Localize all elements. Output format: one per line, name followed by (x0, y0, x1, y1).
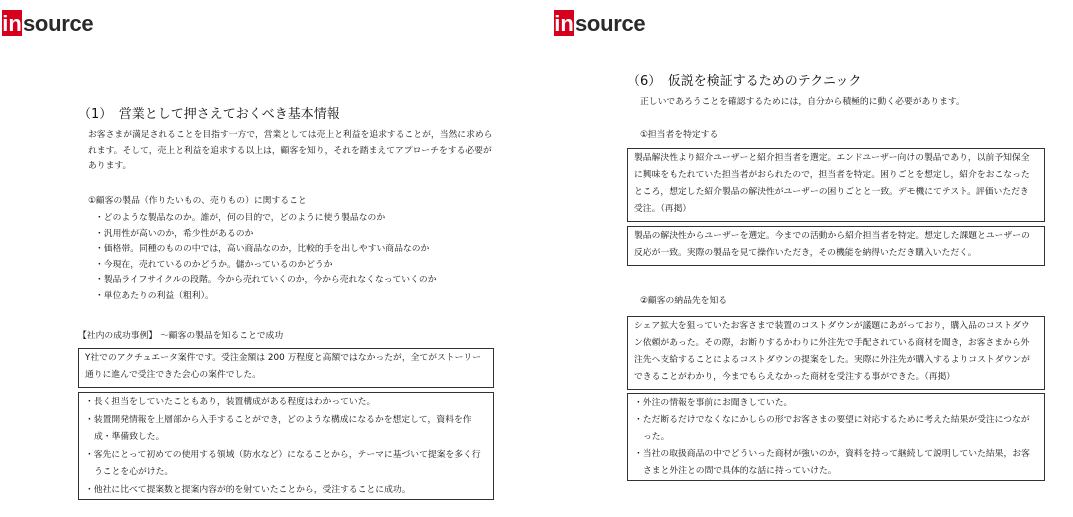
list-item: ・今現在，売れているのかどうか。儲かっているのかどうか (95, 259, 333, 270)
logo-mark: in (2, 11, 22, 36)
intro-paragraph: 正しいであろうことを確認するためには，自分から積極的に動く必要があります。 (640, 97, 965, 107)
insource-logo (2, 10, 93, 36)
list-item: ・外注の情報を事前にお聞きしていた。 (634, 398, 793, 408)
case-summary-text: Y社でのアクチュエータ案件です。受注金額は 200 万程度と高額ではなかったが，全てがストーリー通りに進んで受注できた会心の案件でした。 (85, 353, 481, 380)
right-page (552, 0, 1072, 517)
case-title: 【社内の成功事例】 ～顧客の製品を知ることで成功 (78, 331, 284, 341)
delivery-points-box (627, 393, 1045, 481)
subheading-identify-contact: ①担当者を特定する (640, 130, 719, 140)
section-heading: （1） 営業として押さえておくべき基本情報 (78, 107, 340, 122)
case-summary-box (78, 348, 494, 388)
list-item: ・装置開発情報を上層部から入手することができ，どのような構成になるかを想定して，資料を作成・準備致した。 (85, 414, 472, 442)
logo-wordmark: source (575, 11, 646, 36)
list-item: ・価格帯。同種のものの中では，高い商品なのか，比較的手を出しやすい商品なのか (95, 244, 430, 254)
identify-contact-box-2 (627, 226, 1045, 266)
box-text: シェア拡大を狙っていたお客さまで装置のコストダウンが議題にあがっており，購入品のコストダウン依頼があった。その際，お断りするかわりに外注先で手配されている商材を聞き，お客さまから外注先へ支給することによるコストダウンの提案をした。実際に外注先が購入するよりコストダウンができることがわかり，今までもらえなかった商材を受注する事ができた。（再掲） (634, 321, 1030, 382)
list-item: ・長く担当をしていたこともあり，装置構成がある程度はわかっていた。 (85, 397, 376, 407)
section-heading: （6） 仮説を検証するためのテクニック (627, 74, 862, 89)
identify-contact-box-1 (627, 148, 1045, 222)
box-text: 製品解決性より紹介ユーザーと紹介担当者を選定。エンドユーザー向けの製品であり，以前予知保全に興味をもたれていた担当者がおられたので，担当者を特定。困りごとを想定し，紹介をおこなったところ，想定した紹介製品の解決性がユーザーの困りごとと一致。デモ機にてテスト。評価いただき受注。（再掲） (634, 153, 1030, 214)
list-item: ・汎用性が高いのか，希少性があるのか (95, 228, 254, 239)
logo-mark: in (554, 11, 574, 36)
list-item: ・当社の取扱商品の中でどういった商材が強いのか，資料を持って継続して説明していた結果，お客さまと外注との間で具体的な話に持っていけた。 (634, 449, 1030, 476)
box-text: 製品の解決性からユーザーを選定。今までの活動から紹介担当者を特定。想定した課題とユーザーの反応が一致。実際の製品を見て操作いただき，その機能を納得いただき購入いただく。 (634, 231, 1030, 258)
list-item: ・単位あたりの利益（粗利）。 (95, 290, 214, 301)
intro-paragraph: お客さまが満足されることを目指す一方で，営業としては売上と利益を追求することが，当然に求められます。そして，売上と利益を追求する以上は，顧客を知り，それを踏まえてアプローチをする必要があります。 (88, 130, 493, 171)
list-item: ・客先にとって初めての使用する領域（防水など）になることから，テーマに基づいて提案を多く行うことを心がけた。 (85, 449, 481, 477)
list-item: ・どのような製品なのか。誰が，何の目的で，どのように使う製品なのか (95, 213, 386, 223)
list-item: ・製品ライフサイクルの段階。今から売れていくのか，今から売れなくなっていくのか (95, 275, 437, 285)
list-item: ・ただ断るだけでなくなにかしらの形でお客さまの要望に対応するために考えた結果が受注につながった。 (634, 415, 1030, 442)
subheading-delivery-destination: ②顧客の納品先を知る (640, 296, 728, 306)
product-questions-list (95, 211, 437, 304)
insource-logo (554, 10, 645, 36)
left-page (0, 0, 520, 517)
logo-wordmark: source (23, 11, 94, 36)
subheading: ①顧客の製品（作りたいもの、売りもの）に関すること (88, 196, 307, 206)
case-points-box (78, 392, 494, 500)
list-item: ・他社に比べて提案数と提案内容が的を射ていたことから，受注することに成功。 (85, 484, 411, 495)
delivery-case-box (627, 316, 1045, 390)
